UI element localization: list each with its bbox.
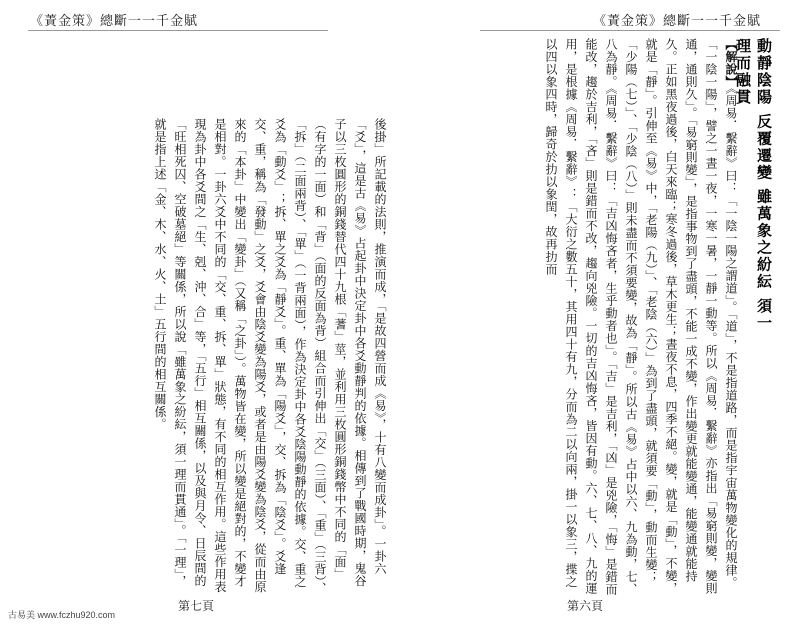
left-page <box>20 38 400 598</box>
header-title-left: 《蔶金策》總斷一一千金賦 <box>30 14 199 29</box>
page-number-right: 第六頁 <box>567 599 604 613</box>
right-page-body: 《周易．繫辭》曰：「一陰一陽之謂道」。「道」，不是指道路，而是指宇宙萬物變化的規律。「一陰一陽」，譬之一晝一夜，一寒一暑，一靜一動等。所以《周易．繫辭》亦指出「易窮則變，變則通，通則久」。「易窮則變」，是指事物到了盡頭，不能一成不變，作出變更就能變通，能變通就能持久。正如黑夜過後，白天來臨；寒冬過後，草木更生；晝夜不息，四季不絕。變，就是「動」，不變，就是「靜」。引伸至《易》中，「老陽（九）」、「老陰（六）」為到了盡頭，就須要「動」，動而生變；「少陽（七）」、「少陰（八）」則未盡而不須要變，故為「靜」。所以古《易》占中以六、九為動，七、八為靜。《周易．繫辭》曰：「吉凶悔吝者，生乎動者也」。「吉」是吉利，「凶」是兇險，「悔」是錯而能改，趨於吉利，「吝」則是錯而不改，趨向兇險。一切的吉凶悔吝，皆因有動。六、七、八、九的運用，是根據《周易．繫辭》：「大衍之數五十，其用四十有九，分而為二以向兩，掛一以象三，揲之以四以象四時，歸奇於扐以象閏，故再扐而 <box>544 38 738 596</box>
left-page-body: 後掛」所記載的法則，推演而成，「是故四營而成《易》，十有八變而成卦」。一卦六「爻」，這是古《易》占起卦中決定卦中各爻動靜判的依據。相傳到了戰國時期，鬼谷子以三枚圓形的銅錢替代四十九根「蓍」莖，並利用三枚圓形銅錢幣中不同的「面」（有字的一面）和「背」（面的反面為背）組合而引伸出「交」（三面）、「重」（三背）、「拆」（二面兩背）、「單」（一背兩面），作為決定卦中各爻陰陽動靜的依據。交、重之爻為「動爻」；拆、單之爻為「靜爻」。重、單為「陽爻」，交、拆為「陰爻」。爻逢交、重，稱為「發動」之爻，爻會由陰爻變為陽爻，或者是由陽爻變為陰爻，從而由原來的「本卦」中變出「變卦」（又稱「之卦」）。萬物皆在變，所以變是絕對的，不變才是相對。一卦六爻中不同的「交、重、拆、單」狀態，有不同的相互作用。這些作用表現為卦中各爻間之「生、剋、沖、合」等，「五行」相互關係，以及與月令、日辰間的「旺相死囚、空破墓絕」等關係，所以說「雖萬象之紛紜，須一理而貫通」。「一理」，就是指上述「金、木、水、火、土」五行間的相互關係。 <box>153 118 387 595</box>
header-rule-right <box>480 30 780 31</box>
left-page-text <box>30 118 390 598</box>
site-watermark: 古易美 www.fczhu920.com <box>8 610 116 620</box>
header-title-right: 《蔶金策》總斷一一千金賦 <box>593 14 762 29</box>
commentary-label: 【解說】 <box>724 38 738 88</box>
page-number-left: 第七頁 <box>178 599 215 613</box>
header-rule-left <box>28 30 328 31</box>
section-title: 動靜陰陽 反覆遷變 雖萬象之紛紜 須一理而融貫 <box>734 38 773 332</box>
right-page-text <box>411 38 741 598</box>
right-page <box>405 38 785 598</box>
